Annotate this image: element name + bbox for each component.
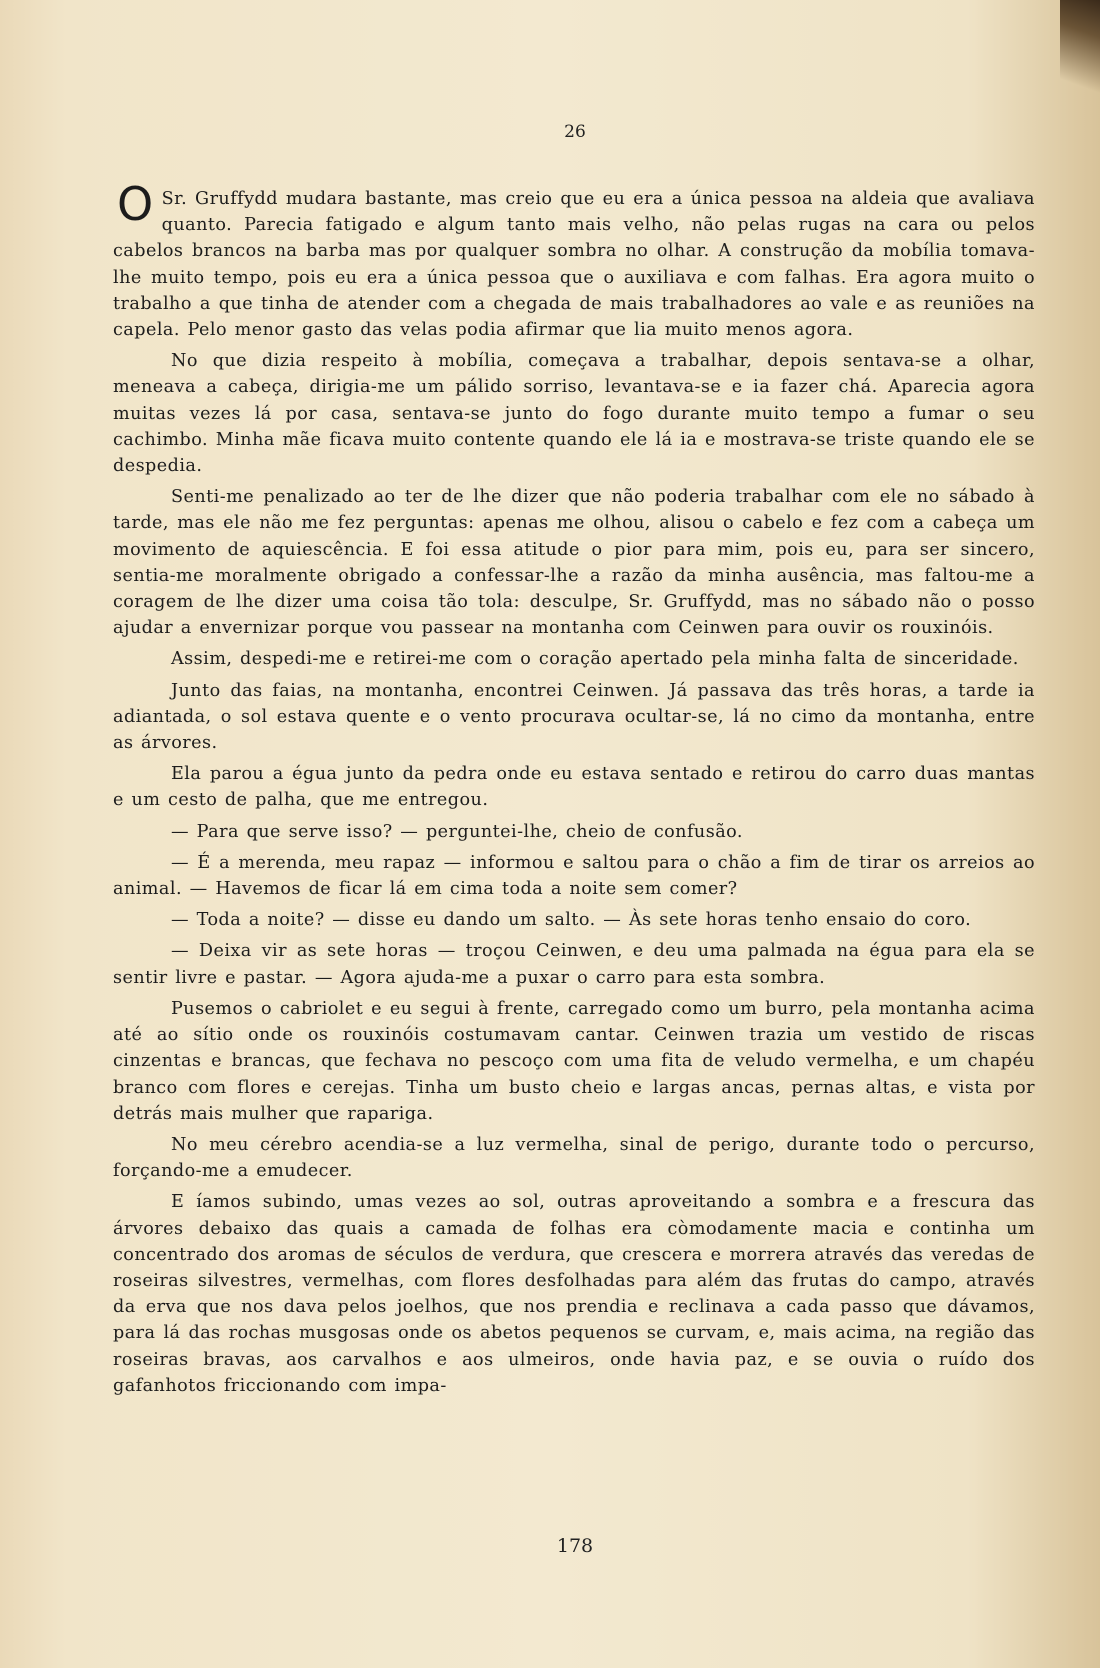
- paragraph-1: [113, 177, 1035, 343]
- paragraph-12: No meu cérebro acendia-se a luz vermelha, sinal de perigo, durante todo o percurso, forçando-me a emudecer.: [113, 1134, 1035, 1182]
- drop-cap: O: [117, 177, 154, 231]
- paragraph-13: E íamos subindo, umas vezes ao sol, outras aproveitando a sombra e a frescura das árvores debaixo das quais a camada de folhas era còmodamente macia e continha um concentrado dos aromas de séculos de verdura, que crescera e morrera através das veredas de roseiras silvestres, vermelhas, com flores desfolhadas para além das frutas do campo, através da erva que nos dava pelos joelhos, que nos prendia e reclinava a cada passo que dávamos, para lá das rochas musgosas onde os abetos pequenos se curvam, e, mais acima, na região das roseiras bravas, aos carvalhos e aos ulmeiros, onde havia paz, e se ouvia o ruído dos gafanhotos friccionando com impa-: [113, 1192, 1035, 1396]
- paragraph-6: Ela parou a égua junto da pedra onde eu estava sentado e retirou do carro duas mantas e um cesto de palha, que me entregou.: [113, 764, 1035, 811]
- paragraph-3: Senti-me penalizado ao ter de lhe dizer que não poderia trabalhar com ele no sábado à tarde, mas ele não me fez perguntas: apenas me olhou, alisou o cabelo e fez com a cabeça um movimento de aquiescência. E foi essa atitude o pior para mim, pois eu, para ser sincero, sentia-me moralmente obrigado a confessar-lhe a razão da minha ausência, mas faltou-me a coragem de lhe dizer uma coisa tão tola: desculpe, Sr. Gruffydd, mas no sábado não o posso ajudar a envernizar porque vou passear na montanha com Ceinwen para ouvir os rouxinóis.: [113, 487, 1035, 639]
- page-number-bottom: 178: [556, 1535, 594, 1557]
- paragraph-2: No que dizia respeito à mobília, começava a trabalhar, depois sentava-se a olhar, meneava a cabeça, dirigia-me um pálido sorriso, levantava-se e ia fazer chá. Aparecia agora muitas vezes lá por casa, sentava-se junto do fogo durante muito tempo a fumar o seu cachimbo. Minha mãe ficava muito contente quando ele lá ia e mostrava-se triste quando ele se despedia.: [113, 351, 1035, 477]
- page-number-top: 26: [564, 122, 586, 142]
- paragraph-4: Assim, despedi-me e retirei-me com o coração apertado pela minha falta de sinceridade.: [171, 649, 1019, 670]
- paragraph-1-text: Sr. Gruffydd mudara bastante, mas creio que eu era a única pessoa na aldeia que avaliava quanto. Parecia fatigado e algum tanto mais velho, não pelas rugas na cara ou pelos cabelos brancos na barba mas por qualquer sombra no olhar. A construção da mobília tomava-lhe muito tempo, pois eu era a única pessoa que o auxiliava e com falhas. Era agora muito o trabalho a que tinha de atender com a chegada de mais trabalhadores ao vale e as reuniões na capela. Pelo menor gasto das velas podia afirmar que lia muito menos agora.: [113, 189, 1035, 341]
- paragraph-11: Pusemos o cabriolet e eu segui à frente, carregado como um burro, pela montanha acima até ao sítio onde os rouxinóis costumavam cantar. Ceinwen trazia um vestido de riscas cinzentas e brancas, que fechava no pescoço com uma fita de veludo vermelha, e um chapéu branco com flores e cerejas. Tinha um busto cheio e largas ancas, pernas altas, e vista por detrás mais mulher que rapariga.: [113, 998, 1035, 1124]
- page-corner-shadow: [1060, 0, 1100, 110]
- paragraph-8: — É a merenda, meu rapaz — informou e saltou para o chão a fim de tirar os arreios ao animal. — Havemos de ficar lá em cima toda a noite sem comer?: [113, 852, 1035, 900]
- paragraph-5: Junto das faias, na montanha, encontrei Ceinwen. Já passava das três horas, a tarde ia adiantada, o sol estava quente e o vento procurava ocultar-se, lá no cimo da montanha, entre as árvores.: [113, 680, 1035, 754]
- body-text: [113, 177, 1035, 1404]
- paragraph-10: — Deixa vir as sete horas — troçou Ceinwen, e deu uma palmada na égua para ela se sentir livre e pastar. — Agora ajuda-me a puxar o carro para esta sombra.: [113, 941, 1035, 988]
- paragraph-9: — Toda a noite? — disse eu dando um salto. — Às sete horas tenho ensaio do coro.: [171, 910, 972, 931]
- paragraph-7: — Para que serve isso? — perguntei-lhe, cheio de confusão.: [171, 821, 743, 842]
